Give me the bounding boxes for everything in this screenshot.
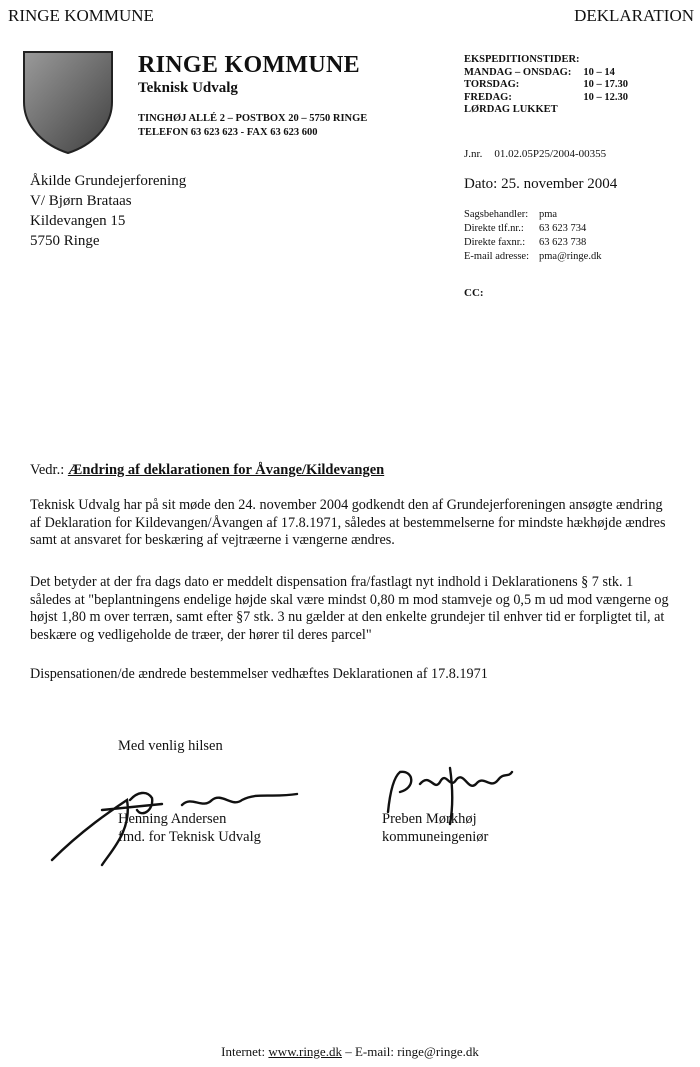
subject-text: Ændring af deklarationen for Åvange/Kildevangen <box>67 462 385 478</box>
closing-greeting: Med venlig hilsen <box>118 738 223 754</box>
contact-row <box>464 222 601 236</box>
journal-number <box>464 148 606 160</box>
org-name: RINGE KOMMUNE <box>138 52 360 78</box>
footer-email-link[interactable]: ringe@ringe.dk <box>397 1044 479 1059</box>
body-paragraph-1: Teknisk Udvalg har på sit møde den 24. november 2004 godkendt den af Grundejerforeningen ansøgte ændring af Deklaration for Kildevangen/Åvangen af 17.8.1971, således at bestemmelserne for mindste hækhøjde ændres samt at ansvaret for beskæring af vejtræerne i vængerne ændres. <box>30 497 666 548</box>
hours-time: 10 – 17.30 <box>583 79 628 90</box>
signer-name-left: Henning Andersen <box>118 811 227 827</box>
recipient-line: V/ Bjørn Brataas <box>30 193 132 209</box>
footer-internet-label: Internet: <box>221 1044 266 1059</box>
recipient-line: 5750 Ringe <box>30 233 100 249</box>
signer-title-right: kommuneingeniør <box>382 829 489 845</box>
hours-title: EKSPEDITIONSTIDER: <box>464 54 580 65</box>
contact-label: Sagsbehandler: <box>464 209 529 220</box>
recipient-line: Åkilde Grundejerforening <box>30 173 187 189</box>
contact-value: 63 623 738 <box>539 237 587 248</box>
body-paragraph-2: Det betyder at der fra dags dato er meddelt dispensation fra/fastlagt nyt indhold i Deklarationens § 7 stk. 1 således at "beplantningens endelige højde skal være mindst 0,80 m mod stamveje og 0,5 m ud mod vængerne og højst 1,80 m over terræn, samt efter §7 stk. 3 nu gælder at den enkelte grundejer til enhver tid er forpligtet til, at beskære og vedligeholde de træer, der hører til deres parcel" <box>30 574 669 643</box>
signer-title-left: fmd. for Teknisk Udvalg <box>118 829 261 845</box>
jnr-value: 01.02.05P25/2004-00355 <box>494 148 607 160</box>
letter-subject <box>30 462 384 479</box>
org-address: TINGHØJ ALLÉ 2 – POSTBOX 20 – 5750 RINGE <box>138 113 368 124</box>
contact-row <box>464 208 601 222</box>
hours-closed: LØRDAG LUKKET <box>464 104 558 115</box>
contact-details <box>464 208 601 264</box>
contact-value: 63 623 734 <box>539 223 587 234</box>
contact-value: pma@ringe.dk <box>539 251 602 262</box>
cc-label: CC: <box>464 287 484 299</box>
coat-of-arms-shield <box>22 50 114 155</box>
contact-label: E-mail adresse: <box>464 251 530 262</box>
hours-day: MANDAG – ONSDAG: <box>464 66 572 78</box>
contact-row <box>464 250 601 264</box>
recipient-line: Kildevangen 15 <box>30 213 126 229</box>
page-footer <box>0 1044 700 1060</box>
footer-email-label: – E-mail: <box>345 1044 394 1059</box>
opening-hours <box>464 54 628 117</box>
signature-left <box>118 810 261 846</box>
footer-website-link[interactable]: www.ringe.dk <box>268 1044 342 1059</box>
hours-row <box>464 92 628 105</box>
hours-row <box>464 67 628 80</box>
org-department: Teknisk Udvalg <box>138 80 238 96</box>
hours-day: TORSDAG: <box>464 79 520 90</box>
header-top-left: RINGE KOMMUNE <box>8 6 154 25</box>
letter-date: Dato: 25. november 2004 <box>464 176 618 192</box>
recipient-address <box>30 171 186 251</box>
org-address-block <box>138 112 367 140</box>
signer-name-right: Preben Mørkhøj <box>382 811 477 827</box>
hours-time: 10 – 14 <box>583 66 615 78</box>
subject-label: Vedr.: <box>30 462 65 478</box>
contact-label: Direkte faxnr.: <box>464 237 526 248</box>
body-paragraph-3: Dispensationen/de ændrede bestemmelser vedhæftes Deklarationen af 17.8.1971 <box>30 666 488 682</box>
signature-right <box>382 810 488 846</box>
jnr-label: J.nr. <box>464 148 483 160</box>
contact-row <box>464 236 601 250</box>
org-phone-fax: TELEFON 63 623 623 - FAX 63 623 600 <box>138 127 318 138</box>
contact-label: Direkte tlf.nr.: <box>464 223 524 234</box>
hours-time: 10 – 12.30 <box>583 91 628 103</box>
document-type: DEKLARATION <box>574 6 694 25</box>
hours-day: FREDAG: <box>464 91 512 103</box>
hours-row <box>464 79 628 92</box>
contact-value: pma <box>539 209 558 220</box>
